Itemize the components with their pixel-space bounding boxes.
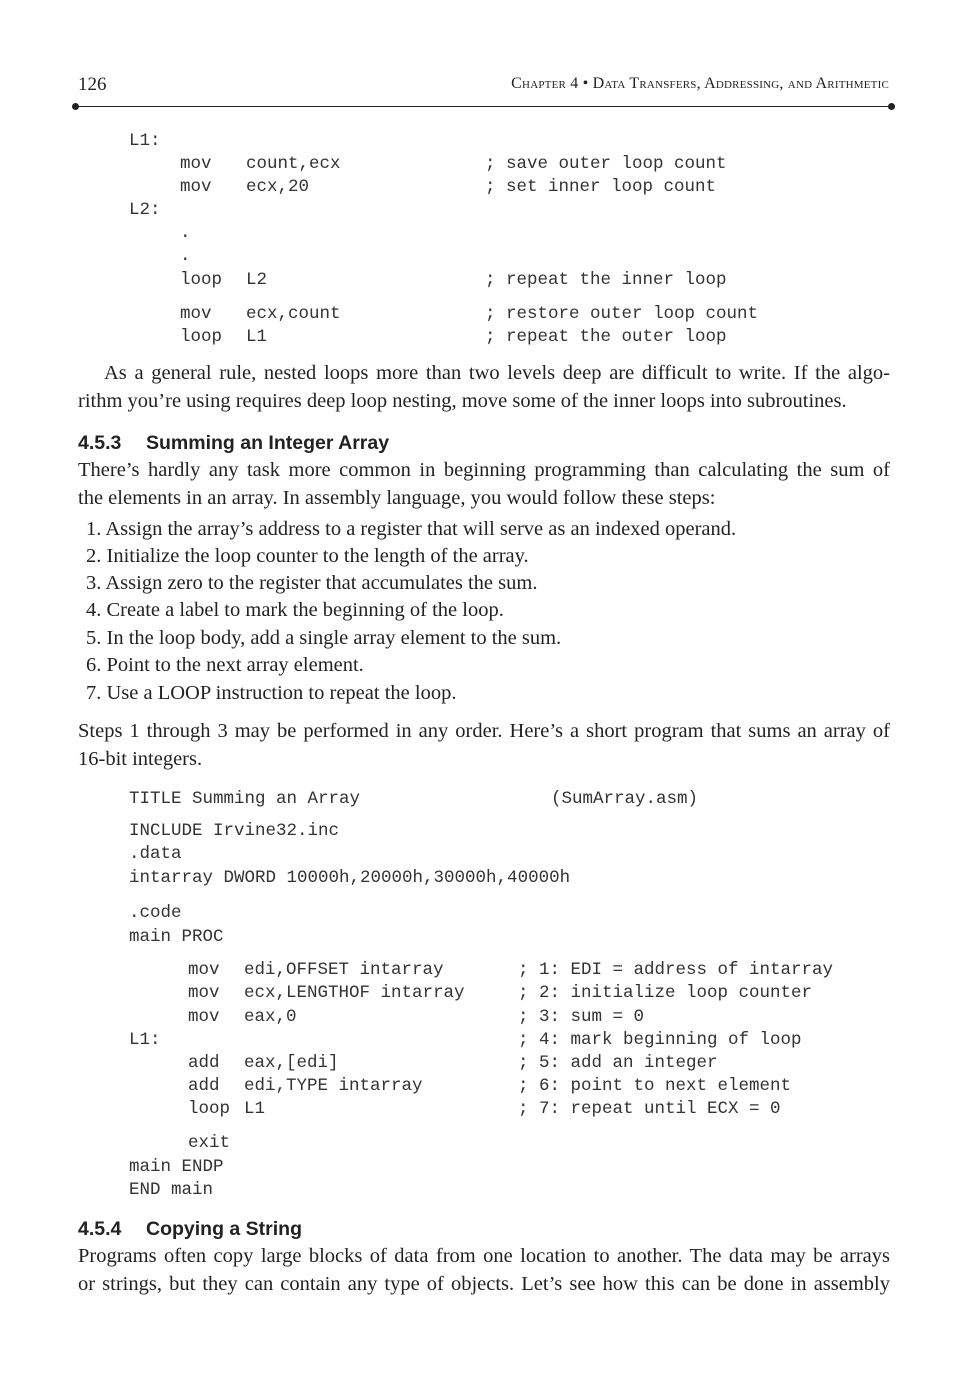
code-op: loop	[188, 1099, 231, 1119]
paragraph-line: Programs often copy large blocks of data from one location to another. The data may be arrays	[78, 1245, 890, 1267]
code-comment: ; save outer loop count	[485, 154, 727, 174]
list-item: 2. Initialize the loop counter to the length of the array.	[86, 545, 529, 567]
list-item: 1. Assign the array’s address to a register that will serve as an indexed operand.	[86, 518, 737, 540]
code-comment: ; 5: add an integer	[518, 1053, 718, 1073]
code-comment: ; restore outer loop count	[485, 304, 759, 324]
header-rule	[76, 106, 891, 107]
code-op: mov	[180, 177, 212, 197]
paragraph-line: Steps 1 through 3 may be performed in any order. Here’s a short program that sums an array of	[78, 720, 890, 742]
code-op: mov	[188, 1007, 220, 1027]
code-comment: ; 6: point to next element	[518, 1076, 792, 1096]
code-op: add	[188, 1053, 220, 1073]
header-rule-left-dot	[72, 103, 79, 110]
paragraph-line: or strings, but they can contain any type of objects. Let’s see how this can be done in assembly	[78, 1272, 890, 1295]
section-title: Copying a String	[146, 1218, 302, 1240]
paragraph-summing-intro	[78, 457, 890, 512]
code-title-file: (SumArray.asm)	[551, 789, 699, 809]
section-heading-4-5-3	[78, 432, 389, 455]
code-comment: ; repeat the outer loop	[485, 327, 727, 347]
code-args: count,ecx	[246, 154, 341, 174]
code-args: eax,[edi]	[244, 1053, 339, 1073]
header-rule-right-dot	[888, 103, 895, 110]
code-args: ecx,LENGTHOF intarray	[244, 983, 465, 1003]
code-title: TITLE Summing an Array	[129, 789, 361, 809]
code-comment: ; 3: sum = 0	[518, 1007, 645, 1027]
code-ellipsis: .	[180, 223, 191, 243]
code-op: exit	[188, 1133, 231, 1153]
code-args: eax,0	[244, 1007, 297, 1027]
code-args: L1	[244, 1099, 266, 1119]
code-directive: INCLUDE Irvine32.inc	[129, 821, 340, 841]
section-number: 4.5.4	[78, 1218, 122, 1240]
code-args: L2	[246, 270, 268, 290]
section-heading-4-5-4	[78, 1218, 302, 1241]
code-directive: .code	[129, 903, 182, 923]
code-args: edi,OFFSET intarray	[244, 960, 444, 980]
section-number: 4.5.3	[78, 432, 122, 454]
code-args: ecx,count	[246, 304, 341, 324]
code-comment: ; 4: mark beginning of loop	[518, 1030, 802, 1050]
code-directive: END main	[129, 1180, 214, 1200]
code-op: mov	[188, 960, 220, 980]
paragraph-line: the elements in an array. In assembly language, you would follow these steps:	[78, 486, 716, 509]
paragraph-line: 16-bit integers.	[78, 747, 203, 770]
list-item: 5. In the loop body, add a single array element to the sum.	[86, 627, 562, 649]
code-op: loop	[180, 270, 223, 290]
code-directive: .data	[129, 844, 182, 864]
code-comment: ; repeat the inner loop	[485, 270, 727, 290]
code-directive: intarray DWORD 10000h,20000h,30000h,40000h	[129, 868, 571, 888]
code-args: edi,TYPE intarray	[244, 1076, 423, 1096]
list-item: 3. Assign zero to the register that accumulates the sum.	[86, 572, 538, 594]
code-op: loop	[180, 327, 223, 347]
code-directive: main PROC	[129, 927, 224, 947]
code-comment: ; 2: initialize loop counter	[518, 983, 813, 1003]
code-op: add	[188, 1076, 220, 1096]
paragraph-steps-order	[78, 718, 890, 773]
code-op: mov	[180, 304, 212, 324]
code-op: mov	[188, 983, 220, 1003]
code-ellipsis: .	[180, 246, 191, 266]
section-title: Summing an Integer Array	[146, 432, 390, 454]
page-number: 126	[78, 74, 107, 95]
code-args: L1	[246, 327, 268, 347]
paragraph-copying-string	[78, 1243, 890, 1298]
running-head: Chapter 4 • Data Transfers, Addressing, and Arithmetic	[511, 75, 889, 92]
list-item: 7. Use a LOOP instruction to repeat the loop.	[86, 682, 457, 704]
paragraph-nested-loops	[78, 360, 890, 415]
list-item: 4. Create a label to mark the beginning of the loop.	[86, 599, 504, 621]
paragraph-line: As a general rule, nested loops more than two levels deep are difficult to write. If the algo-	[104, 362, 890, 384]
paragraph-line: rithm you’re using requires deep loop nesting, move some of the inner loops into subroutines.	[78, 389, 847, 412]
code-args: ecx,20	[246, 177, 310, 197]
code-comment: ; 1: EDI = address of intarray	[518, 960, 834, 980]
code-label: L1:	[129, 1030, 161, 1050]
code-label: L1:	[129, 131, 161, 151]
code-label: L2:	[129, 200, 161, 220]
list-item: 6. Point to the next array element.	[86, 654, 364, 676]
code-comment: ; 7: repeat until ECX = 0	[518, 1099, 781, 1119]
paragraph-line: There’s hardly any task more common in beginning programming than calculating the sum of	[78, 459, 890, 481]
code-comment: ; set inner loop count	[485, 177, 717, 197]
code-directive: main ENDP	[129, 1157, 224, 1177]
code-op: mov	[180, 154, 212, 174]
